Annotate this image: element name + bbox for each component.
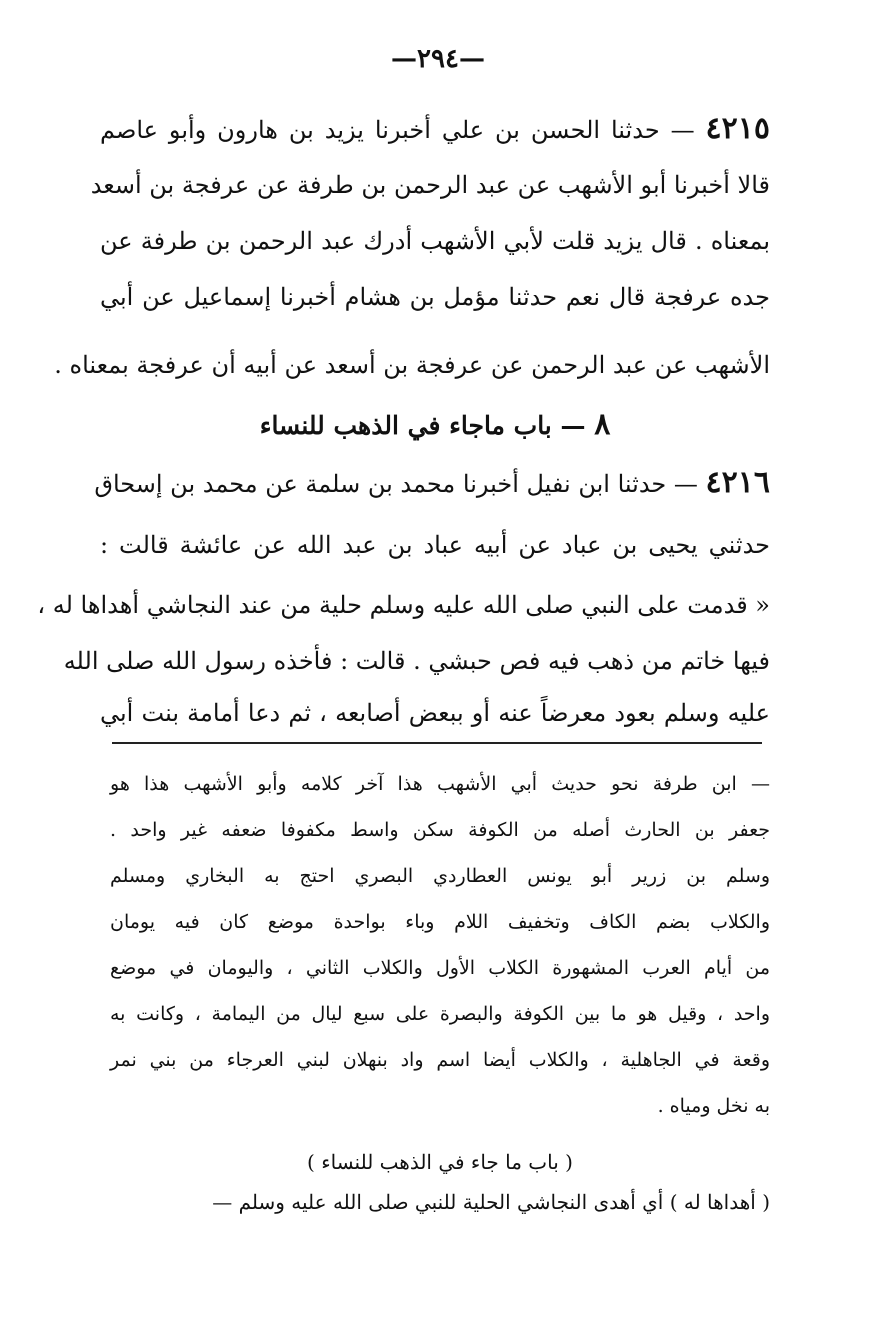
hadith-text: — حدثنا الحسن بن علي أخبرنا يزيد بن هارون وأبو عاصم [100,116,695,144]
chapter-number: ٨ [594,407,611,442]
footnote-line-2: جعفر بن الحارث أصله من الكوفة سكن واسط مكفوفا ضعفه غير واحد . [110,819,770,841]
footnote-divider [112,742,762,744]
footnote-gloss: ( أهداها له ) أي أهدى النجاشي الحلية للنبي صلى الله عليه وسلم — [212,1190,770,1214]
hadith-4216-line-3: « قدمت على النبي صلى الله عليه وسلم حلية من عند النجاشي أهداها له ، [37,591,770,619]
hadith-4216-line-4: فيها خاتم من ذهب فيه فص حبشي . قالت : فأخذه رسول الله صلى الله [63,647,770,675]
hadith-4215-line-3: بمعناه . قال يزيد قلت لأبي الأشهب أدرك عبد الرحمن بن طرفة عن [100,227,770,255]
chapter-title: — باب ماجاء في الذهب للنساء [259,411,586,440]
footnote-line-8: به نخل ومياه . [657,1095,770,1117]
hadith-4215-line-5: الأشهب عن عبد الرحمن عن عرفجة بن أسعد عن أبيه أن عرفجة بمعناه . [54,351,770,379]
footnote-line-1: — ابن طرفة نحو حديث أبي الأشهب هذا آخر كلامه وأبو الأشهب هذا هو [110,773,770,795]
hadith-number: ٤٢١٥ [705,111,770,146]
hadith-4215-line-4: جده عرفجة قال نعم حدثنا مؤمل بن هشام أخبرنا إسماعيل عن أبي [100,283,770,311]
hadith-4215-line-1 [100,104,770,154]
chapter-heading [100,400,770,450]
footnote-line-4: والكلاب بضم الكاف وتخفيف اللام وباء بواحدة موضع كان فيه يومان [110,911,770,933]
page-number: —٢٩٤— [391,44,485,74]
hadith-4216-line-1 [94,458,770,508]
footnote-line-3: وسلم بن زرير أبو يونس العطاردي البصري احتج به البخاري ومسلم [110,865,770,887]
footnote-line-6: واحد ، وقيل هو ما بين الكوفة والبصرة على سبع ليال من اليمامة ، وكانت به [110,1003,770,1025]
footnote-chapter-heading: ( باب ما جاء في الذهب للنساء ) [307,1150,573,1174]
hadith-number: ٤٢١٦ [705,465,770,500]
hadith-4216-line-2: حدثني يحيى بن عباد عن أبيه عباد بن عبد الله عن عائشة قالت : [100,531,770,559]
footnote-line-5: من أيام العرب المشهورة الكلاب الأول والكلاب الثاني ، واليومان في موضع [110,957,770,979]
footnote-line-7: وقعة في الجاهلية ، والكلاب أيضا اسم واد بنهلان لبني العرجاء من بني نمر [110,1049,770,1071]
hadith-4215-line-2: قالا أخبرنا أبو الأشهب عن عبد الرحمن بن طرفة عن عرفجة بن أسعد [90,171,770,199]
hadith-4216-line-5: عليه وسلم بعود معرضاً عنه أو ببعض أصابعه ، ثم دعا أمامة بنت أبي [100,699,770,727]
hadith-text: — حدثنا ابن نفيل أخبرنا محمد بن سلمة عن محمد بن إسحاق [94,470,698,498]
